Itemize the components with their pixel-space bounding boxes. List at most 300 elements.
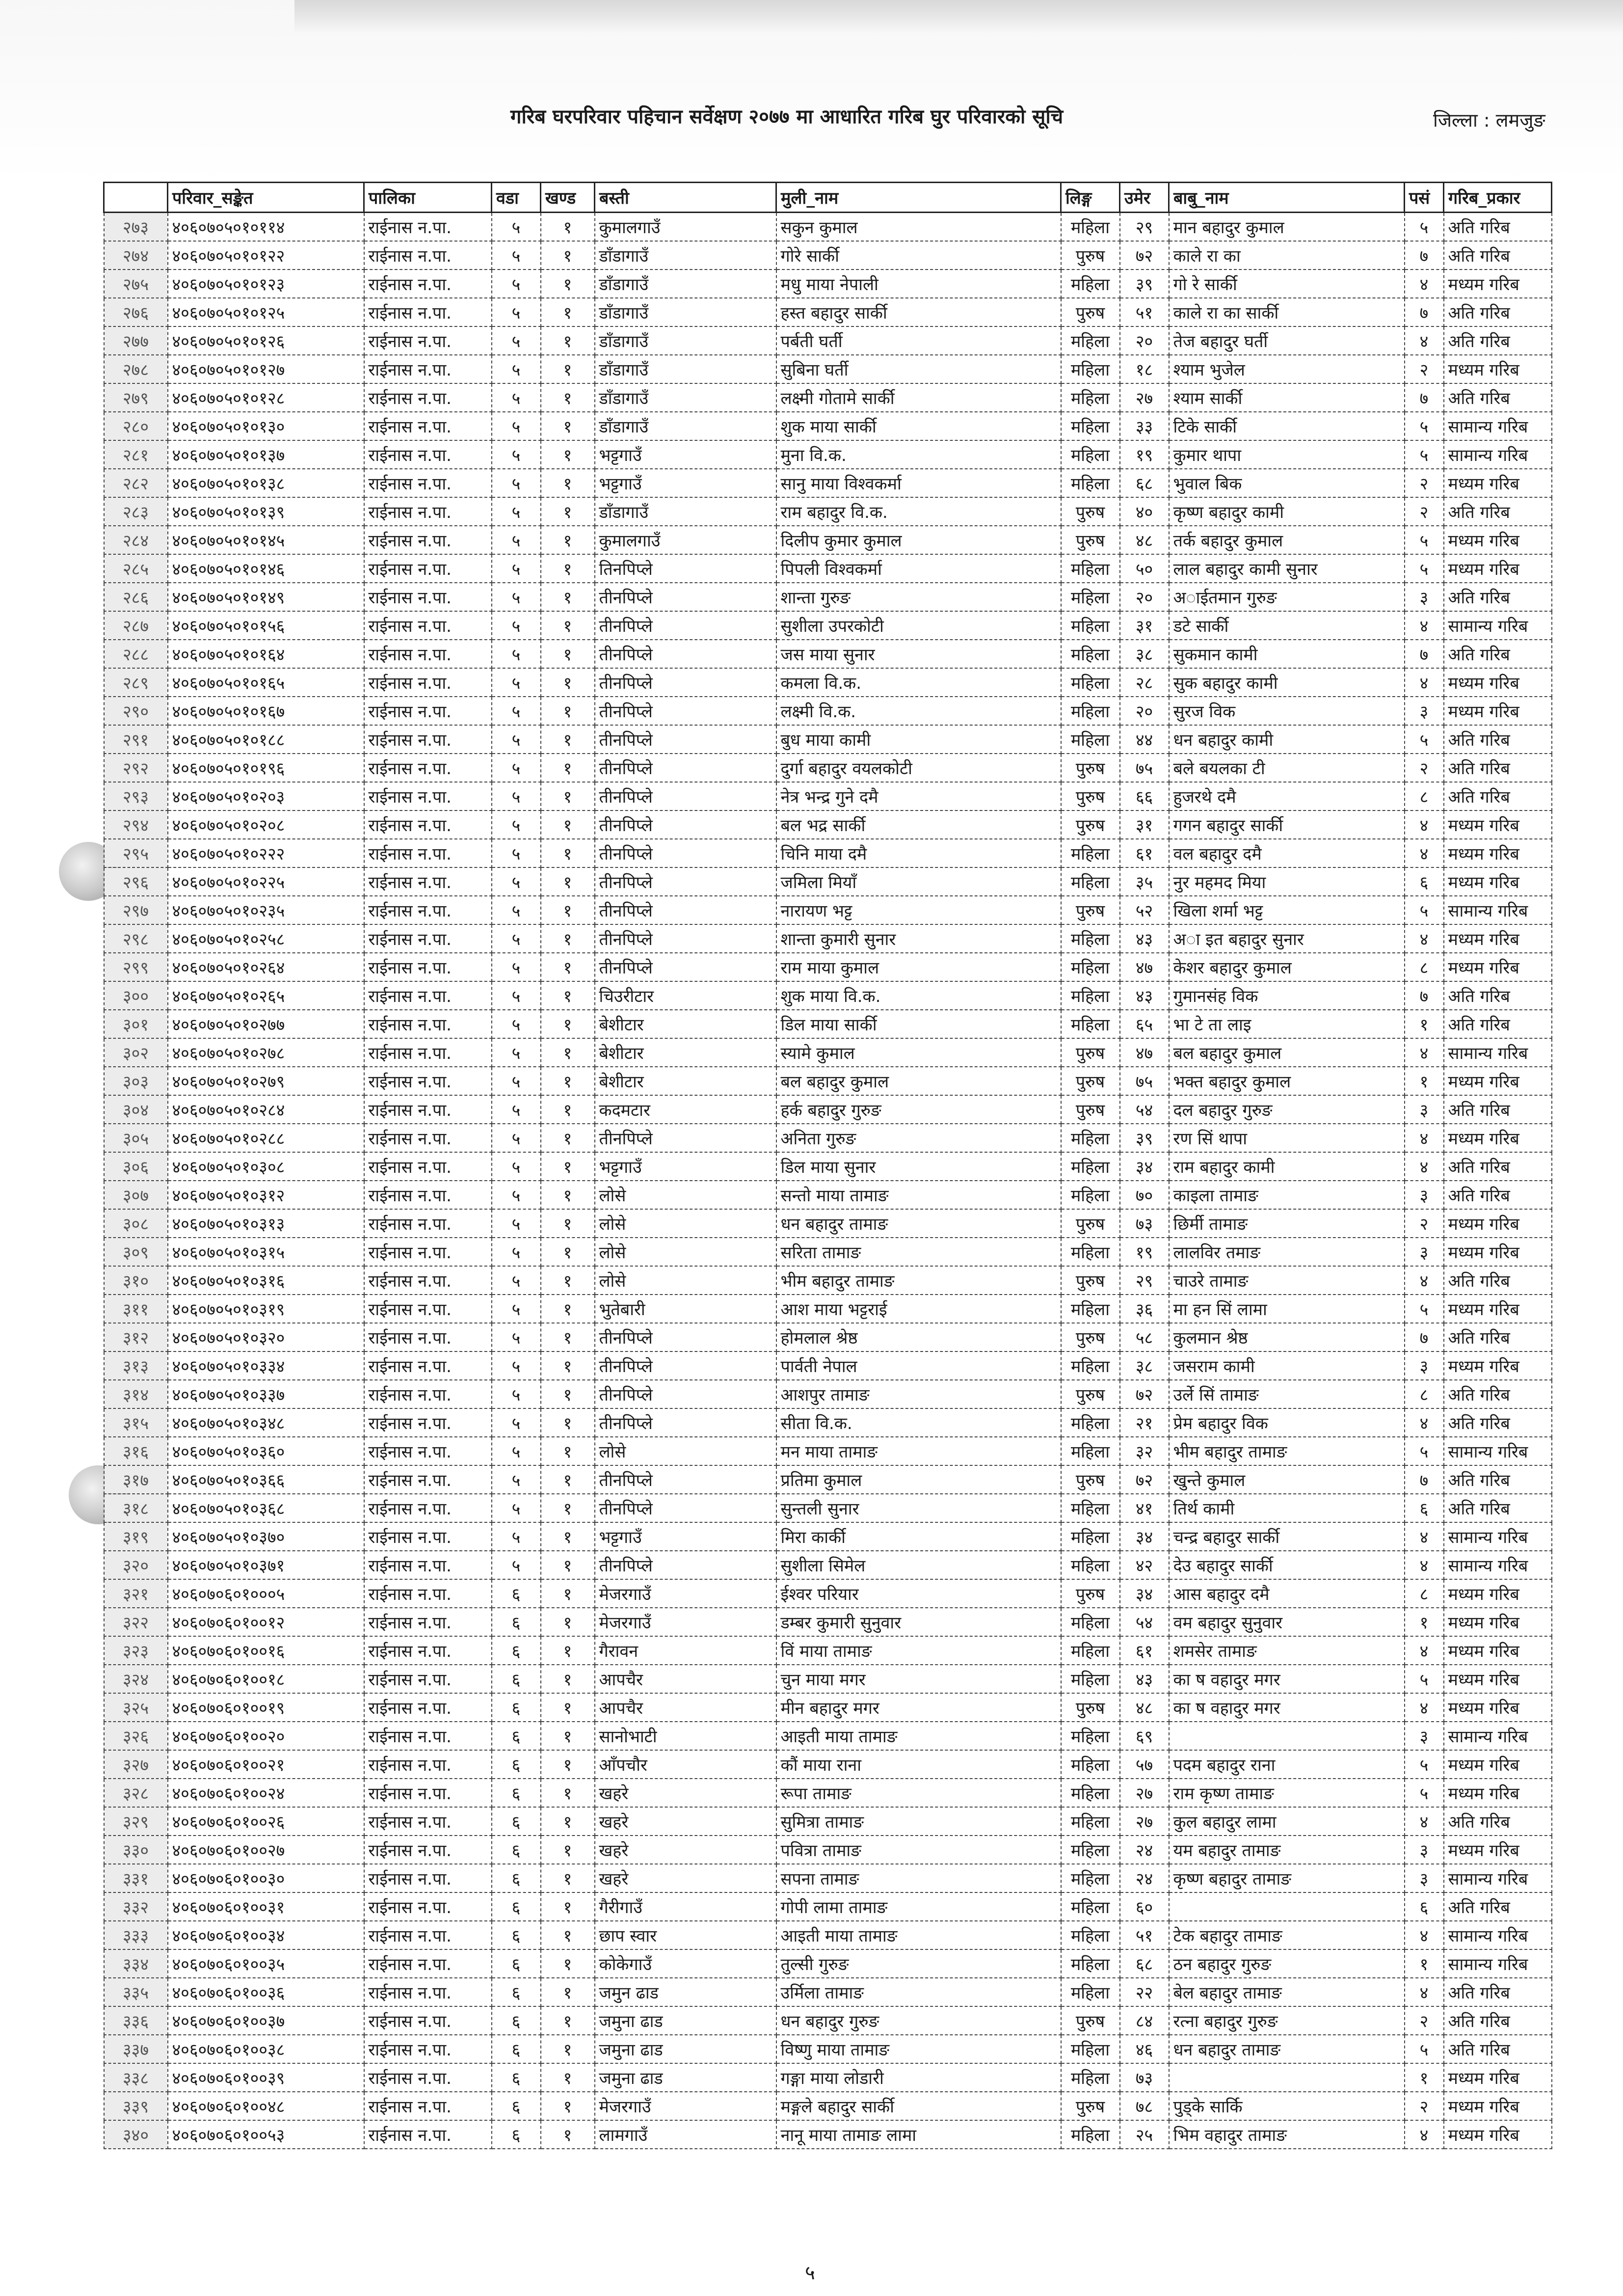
- table-cell: नुर महमद मिया: [1169, 867, 1405, 896]
- table-cell: ५: [492, 298, 541, 326]
- table-cell: ४०६०७०५०१०१२८: [168, 383, 364, 412]
- table-cell: २८४: [104, 526, 168, 554]
- table-cell: पुरुष: [1061, 497, 1120, 526]
- table-cell: जमुना ढाड: [595, 2006, 776, 2035]
- table-cell: १: [541, 554, 595, 583]
- table-cell: महिला: [1061, 1836, 1120, 1864]
- table-cell: राईनास न.पा.: [364, 270, 492, 298]
- table-cell: ४०६०७०५०१०१४५: [168, 526, 364, 554]
- table-cell: १: [541, 1579, 595, 1608]
- table-cell: प्रेम बहादुर विक: [1169, 1408, 1405, 1437]
- table-cell: ३: [1405, 1864, 1444, 1892]
- table-cell: शान्ता गुरुङ: [776, 583, 1061, 611]
- table-cell: १: [541, 810, 595, 839]
- table-row: [104, 554, 1552, 583]
- table-row: [104, 1522, 1552, 1551]
- table-cell: मधु माया नेपाली: [776, 270, 1061, 298]
- table-cell: ४: [1405, 668, 1444, 697]
- table-cell: ४०६०७०६०१००३५: [168, 1949, 364, 1978]
- table-cell: ३२: [1120, 1437, 1169, 1465]
- table-cell: ३०१: [104, 1010, 168, 1038]
- table-cell: ८: [1405, 782, 1444, 810]
- table-cell: राईनास न.पा.: [364, 383, 492, 412]
- table-cell: १: [541, 326, 595, 355]
- table-cell: ३३३: [104, 1921, 168, 1949]
- table-cell: राईनास न.पा.: [364, 2092, 492, 2120]
- table-cell: गैरावन: [595, 1636, 776, 1665]
- table-cell: ५: [492, 1494, 541, 1522]
- table-row: [104, 1722, 1552, 1750]
- table-row: [104, 2035, 1552, 2063]
- table-cell: राम बहादुर वि.क.: [776, 497, 1061, 526]
- table-cell: महिला: [1061, 440, 1120, 469]
- table-cell: सामान्य गरिब: [1444, 1949, 1552, 1978]
- column-header: बस्ती: [595, 183, 776, 213]
- table-cell: ५: [1405, 1665, 1444, 1693]
- table-cell: ५: [492, 810, 541, 839]
- table-cell: ५: [492, 1124, 541, 1152]
- table-cell: ४०६०७०५०१०१४६: [168, 554, 364, 583]
- table-row: [104, 1266, 1552, 1295]
- table-cell: राईनास न.पा.: [364, 782, 492, 810]
- table-cell: मध्यम गरिब: [1444, 1238, 1552, 1266]
- table-cell: १: [541, 1124, 595, 1152]
- table-cell: १९: [1120, 1238, 1169, 1266]
- table-cell: तीनपिप्ले: [595, 725, 776, 754]
- table-cell: २७३: [104, 213, 168, 242]
- table-cell: मध्यम गरिब: [1444, 839, 1552, 867]
- table-cell: राईनास न.पा.: [364, 640, 492, 668]
- table-row: [104, 1209, 1552, 1238]
- table-cell: अनिता गुरुङ: [776, 1124, 1061, 1152]
- table-cell: ३: [1405, 1181, 1444, 1209]
- table-cell: मा हन सिं लामा: [1169, 1295, 1405, 1323]
- table-cell: राईनास न.पा.: [364, 953, 492, 981]
- table-row: [104, 867, 1552, 896]
- table-cell: ३११: [104, 1295, 168, 1323]
- table-cell: राईनास न.पा.: [364, 213, 492, 242]
- table-cell: २: [1405, 469, 1444, 497]
- table-cell: महिला: [1061, 1238, 1120, 1266]
- table-row: [104, 1067, 1552, 1095]
- table-cell: १: [541, 497, 595, 526]
- table-cell: ३८: [1120, 640, 1169, 668]
- table-cell: ६: [492, 1949, 541, 1978]
- table-cell: तिनपिप्ले: [595, 554, 776, 583]
- table-cell: ४१: [1120, 1494, 1169, 1522]
- table-row: [104, 697, 1552, 725]
- table-cell: महिला: [1061, 1295, 1120, 1323]
- table-row: [104, 412, 1552, 440]
- table-row: [104, 1010, 1552, 1038]
- table-cell: भक्त बहादुर कुमाल: [1169, 1067, 1405, 1095]
- table-cell: २: [1405, 355, 1444, 383]
- table-cell: २८०: [104, 412, 168, 440]
- table-cell: ३३६: [104, 2006, 168, 2035]
- table-cell: महिला: [1061, 839, 1120, 867]
- table-cell: बेशीटार: [595, 1038, 776, 1067]
- table-cell: अति गरिब: [1444, 213, 1552, 242]
- table-cell: ४८: [1120, 526, 1169, 554]
- column-header: उमेर: [1120, 183, 1169, 213]
- table-cell: नानू माया तामाङ लामा: [776, 2120, 1061, 2149]
- table-cell: २८६: [104, 583, 168, 611]
- table-cell: जसराम कामी: [1169, 1351, 1405, 1380]
- table-cell: राईनास न.पा.: [364, 1124, 492, 1152]
- document-title: गरिब घरपरिवार पहिचान सर्वेक्षण २०७७ मा आधारित गरिब घुर परिवारको सूचि: [510, 106, 1064, 128]
- table-cell: १: [541, 725, 595, 754]
- table-cell: आपचैर: [595, 1693, 776, 1722]
- table-cell: ४०६०७०५०१०२६४: [168, 953, 364, 981]
- table-cell: शुक माया वि.क.: [776, 981, 1061, 1010]
- table-cell: आशपुर तामाङ: [776, 1380, 1061, 1408]
- table-cell: धन बहादुर कामी: [1169, 725, 1405, 754]
- table-cell: मध्यम गरिब: [1444, 1124, 1552, 1152]
- column-header: [104, 183, 168, 213]
- table-cell: ४०६०७०६०१००१८: [168, 1665, 364, 1693]
- table-cell: काले रा का सार्की: [1169, 298, 1405, 326]
- table-cell: राईनास न.पा.: [364, 241, 492, 270]
- table-cell: १: [541, 1323, 595, 1351]
- table-cell: पुरुष: [1061, 298, 1120, 326]
- table-cell: २: [1405, 1209, 1444, 1238]
- table-row: [104, 839, 1552, 867]
- table-cell: ५: [492, 1095, 541, 1124]
- table-cell: २: [1405, 497, 1444, 526]
- table-cell: महिला: [1061, 611, 1120, 640]
- table-cell: अति गरिब: [1444, 754, 1552, 782]
- table-cell: ६: [492, 1636, 541, 1665]
- table-row: [104, 1038, 1552, 1067]
- table-row: [104, 1807, 1552, 1836]
- table-cell: मिरा कार्की: [776, 1522, 1061, 1551]
- table-row: [104, 1408, 1552, 1437]
- table-cell: ५१: [1120, 1921, 1169, 1949]
- table-cell: होमलाल श्रेष्ठ: [776, 1323, 1061, 1351]
- table-cell: सपना तामाङ: [776, 1864, 1061, 1892]
- table-cell: ४०६०७०५०१०२७९: [168, 1067, 364, 1095]
- table-cell: १: [541, 1921, 595, 1949]
- table-cell: ६: [492, 1693, 541, 1722]
- table-cell: ३९: [1120, 270, 1169, 298]
- table-cell: ४: [1405, 326, 1444, 355]
- table-cell: पुरुष: [1061, 1095, 1120, 1124]
- table-cell: डाँडागाउँ: [595, 497, 776, 526]
- table-cell: सुमित्रा तामाङ: [776, 1807, 1061, 1836]
- table-cell: ५: [492, 1380, 541, 1408]
- table-cell: महिला: [1061, 554, 1120, 583]
- table-cell: सरिता तामाङ: [776, 1238, 1061, 1266]
- table-cell: ६: [492, 2120, 541, 2149]
- table-cell: ३४: [1120, 1579, 1169, 1608]
- table-cell: राम कृष्ण तामाङ: [1169, 1779, 1405, 1807]
- table-cell: २७४: [104, 241, 168, 270]
- table-cell: जमुना ढाड: [595, 2035, 776, 2063]
- table-cell: ४०६०७०५०१०३३४: [168, 1351, 364, 1380]
- table-cell: ३: [1405, 1095, 1444, 1124]
- table-cell: २९८: [104, 924, 168, 953]
- table-cell: गोरे सार्की: [776, 241, 1061, 270]
- table-cell: मेजरगाउँ: [595, 1579, 776, 1608]
- table-cell: ४: [1405, 1152, 1444, 1181]
- table-cell: ३४०: [104, 2120, 168, 2149]
- table-cell: अति गरिब: [1444, 1323, 1552, 1351]
- table-cell: ४०६०७०५०१०३१९: [168, 1295, 364, 1323]
- table-cell: महिला: [1061, 1807, 1120, 1836]
- table-row: [104, 270, 1552, 298]
- table-cell: ३: [1405, 697, 1444, 725]
- table-cell: कृष्ण बहादुर तामाङ: [1169, 1864, 1405, 1892]
- table-row: [104, 981, 1552, 1010]
- table-cell: ३: [1405, 1238, 1444, 1266]
- table-cell: पुरुष: [1061, 810, 1120, 839]
- table-cell: राईनास न.पा.: [364, 1836, 492, 1864]
- table-cell: ५: [1405, 526, 1444, 554]
- table-cell: ७: [1405, 1323, 1444, 1351]
- table-cell: डाँडागाउँ: [595, 298, 776, 326]
- table-cell: १: [541, 953, 595, 981]
- table-cell: ४: [1405, 1408, 1444, 1437]
- table-cell: राईनास न.पा.: [364, 924, 492, 953]
- table-cell: राईनास न.पा.: [364, 2063, 492, 2092]
- table-cell: डिल माया सार्की: [776, 1010, 1061, 1038]
- table-cell: ३१७: [104, 1465, 168, 1494]
- table-cell: ४३: [1120, 981, 1169, 1010]
- table-cell: २७: [1120, 1807, 1169, 1836]
- table-cell: डटे सार्की: [1169, 611, 1405, 640]
- table-cell: ५७: [1120, 1750, 1169, 1779]
- table-cell: भुतेबारी: [595, 1295, 776, 1323]
- table-cell: ४०६०७०६०१००५३: [168, 2120, 364, 2149]
- table-cell: गगन बहादुर सार्की: [1169, 810, 1405, 839]
- table-cell: राम बहादुर कामी: [1169, 1152, 1405, 1181]
- table-cell: वम बहादुर सुनुवार: [1169, 1608, 1405, 1636]
- column-header: पसं: [1405, 183, 1444, 213]
- table-cell: सामान्य गरिब: [1444, 1864, 1552, 1892]
- table-cell: ३२१: [104, 1579, 168, 1608]
- table-cell: ४: [1405, 1551, 1444, 1579]
- table-cell: सानोभाटी: [595, 1722, 776, 1750]
- table-cell: २०: [1120, 583, 1169, 611]
- table-cell: जमिला मियाँ: [776, 867, 1061, 896]
- table-row: [104, 1351, 1552, 1380]
- table-cell: राईनास न.पा.: [364, 355, 492, 383]
- table-cell: ५८: [1120, 1323, 1169, 1351]
- table-row: [104, 611, 1552, 640]
- table-row: [104, 1921, 1552, 1949]
- table-cell: ३६: [1120, 1295, 1169, 1323]
- table-cell: राईनास न.पा.: [364, 697, 492, 725]
- table-cell: अति गरिब: [1444, 1152, 1552, 1181]
- table-cell: तीनपिप्ले: [595, 1124, 776, 1152]
- table-cell: ३३५: [104, 1978, 168, 2006]
- table-cell: मध्यम गरिब: [1444, 526, 1552, 554]
- table-cell: ४०६०७०६०१००४८: [168, 2092, 364, 2120]
- table-cell: ४०६०७०५०१०२०८: [168, 810, 364, 839]
- table-cell: १: [541, 1665, 595, 1693]
- table-cell: ४०६०७०६०१००२०: [168, 1722, 364, 1750]
- table-cell: ६१: [1120, 839, 1169, 867]
- table-row: [104, 355, 1552, 383]
- table-cell: १: [541, 298, 595, 326]
- table-cell: ५: [492, 1181, 541, 1209]
- table-cell: १: [541, 1152, 595, 1181]
- table-cell: १: [541, 241, 595, 270]
- table-cell: मध्यम गरिब: [1444, 1579, 1552, 1608]
- table-cell: १: [541, 1408, 595, 1437]
- table-cell: पुरुष: [1061, 2006, 1120, 2035]
- table-cell: बेल बहादुर तामाङ: [1169, 1978, 1405, 2006]
- table-cell: १: [541, 1978, 595, 2006]
- table-cell: मध्यम गरिब: [1444, 953, 1552, 981]
- table-cell: २७: [1120, 1779, 1169, 1807]
- table-cell: कोकेगाउँ: [595, 1949, 776, 1978]
- table-cell: १: [541, 1465, 595, 1494]
- table-cell: महिला: [1061, 412, 1120, 440]
- table-row: [104, 1693, 1552, 1722]
- table-cell: ४२: [1120, 1551, 1169, 1579]
- table-cell: सामान्य गरिब: [1444, 1551, 1552, 1579]
- table-cell: अति गरिब: [1444, 1010, 1552, 1038]
- table-cell: २: [1405, 2006, 1444, 2035]
- table-cell: ५: [492, 1437, 541, 1465]
- table-cell: ४०६०७०५०१०३१५: [168, 1238, 364, 1266]
- table-cell: ४०६०७०५०१०१३०: [168, 412, 364, 440]
- table-cell: [1169, 1722, 1405, 1750]
- table-cell: २९: [1120, 1266, 1169, 1295]
- table-cell: महिला: [1061, 640, 1120, 668]
- table-cell: लोसे: [595, 1238, 776, 1266]
- table-cell: ६: [492, 1665, 541, 1693]
- table-cell: पुरुष: [1061, 754, 1120, 782]
- table-cell: भिम वहादुर तामाङ: [1169, 2120, 1405, 2149]
- table-cell: ४०६०७०६०१००३८: [168, 2035, 364, 2063]
- table-cell: २९४: [104, 810, 168, 839]
- table-cell: मध्यम गरिब: [1444, 697, 1552, 725]
- table-cell: महिला: [1061, 355, 1120, 383]
- table-cell: १: [1405, 1949, 1444, 1978]
- table-cell: १: [541, 2092, 595, 2120]
- table-cell: बेशीटार: [595, 1010, 776, 1038]
- table-cell: ४०६०७०५०१०२५८: [168, 924, 364, 953]
- column-header: पालिका: [364, 183, 492, 213]
- table-cell: अति गरिब: [1444, 1978, 1552, 2006]
- table-cell: तीनपिप्ले: [595, 810, 776, 839]
- table-cell: कृष्ण बहादुर कामी: [1169, 497, 1405, 526]
- table-cell: ४०६०७०५०१०१४९: [168, 583, 364, 611]
- table-cell: राईनास न.पा.: [364, 1181, 492, 1209]
- table-cell: ४०६०७०५०१०२०३: [168, 782, 364, 810]
- table-cell: नारायण भट्ट: [776, 896, 1061, 924]
- table-cell: ५: [492, 270, 541, 298]
- table-cell: अति गरिब: [1444, 782, 1552, 810]
- table-cell: डिल माया सुनार: [776, 1152, 1061, 1181]
- table-cell: ४३: [1120, 1665, 1169, 1693]
- table-cell: तिर्थ कामी: [1169, 1494, 1405, 1522]
- table-cell: ३१५: [104, 1408, 168, 1437]
- table-cell: ३२७: [104, 1750, 168, 1779]
- table-cell: पुरुष: [1061, 782, 1120, 810]
- table-row: [104, 953, 1552, 981]
- table-cell: ६: [492, 1864, 541, 1892]
- table-cell: ५: [492, 782, 541, 810]
- table-row: [104, 583, 1552, 611]
- table-cell: १: [541, 1295, 595, 1323]
- table-cell: सुशीला उपरकोटी: [776, 611, 1061, 640]
- table-cell: महिला: [1061, 1152, 1120, 1181]
- table-header-row: [104, 183, 1552, 213]
- table-cell: ३१८: [104, 1494, 168, 1522]
- table-cell: २४: [1120, 1864, 1169, 1892]
- table-cell: तीनपिप्ले: [595, 611, 776, 640]
- table-cell: ५: [1405, 896, 1444, 924]
- table-cell: ५: [492, 924, 541, 953]
- table-cell: १: [541, 2120, 595, 2149]
- table-cell: मुना वि.क.: [776, 440, 1061, 469]
- table-cell: ४: [1405, 611, 1444, 640]
- table-cell: ५: [492, 611, 541, 640]
- table-cell: ४०६०७०६०१००१६: [168, 1636, 364, 1665]
- table-cell: मन माया तामाङ: [776, 1437, 1061, 1465]
- table-cell: ३२८: [104, 1779, 168, 1807]
- table-cell: राईनास न.पा.: [364, 1323, 492, 1351]
- table-cell: पुरुष: [1061, 526, 1120, 554]
- table-cell: राईनास न.पा.: [364, 2006, 492, 2035]
- table-cell: मध्यम गरिब: [1444, 2063, 1552, 2092]
- table-cell: ४०६०७०५०१०११४: [168, 213, 364, 242]
- table-cell: पुरुष: [1061, 2092, 1120, 2120]
- table-cell: महिला: [1061, 1181, 1120, 1209]
- table-cell: ३०९: [104, 1238, 168, 1266]
- table-cell: पिपली विश्वकर्मा: [776, 554, 1061, 583]
- table-row: [104, 1665, 1552, 1693]
- table-cell: सामान्य गरिब: [1444, 1522, 1552, 1551]
- table-cell: महिला: [1061, 1921, 1120, 1949]
- table-cell: ७०: [1120, 1181, 1169, 1209]
- table-cell: महिला: [1061, 1010, 1120, 1038]
- table-cell: ३२६: [104, 1722, 168, 1750]
- table-cell: भीम बहादुर तामाङ: [1169, 1437, 1405, 1465]
- table-row: [104, 1750, 1552, 1779]
- table-cell: अति गरिब: [1444, 640, 1552, 668]
- table-cell: जमुना ढाड: [595, 2063, 776, 2092]
- table-cell: गङ्गा माया लोडारी: [776, 2063, 1061, 2092]
- table-cell: खुन्ते कुमाल: [1169, 1465, 1405, 1494]
- table-cell: महिला: [1061, 1437, 1120, 1465]
- table-cell: सामान्य गरिब: [1444, 1921, 1552, 1949]
- table-cell: ३०८: [104, 1209, 168, 1238]
- table-cell: राईनास न.पा.: [364, 1579, 492, 1608]
- table-cell: राम माया कुमाल: [776, 953, 1061, 981]
- table-cell: २२: [1120, 1978, 1169, 2006]
- table-cell: ६: [492, 1807, 541, 1836]
- table-cell: ३३०: [104, 1836, 168, 1864]
- table-cell: महिला: [1061, 1551, 1120, 1579]
- table-row: [104, 1608, 1552, 1636]
- table-cell: राईनास न.पा.: [364, 497, 492, 526]
- table-cell: राईनास न.पा.: [364, 839, 492, 867]
- table-cell: कुमालगाउँ: [595, 213, 776, 242]
- table-cell: अा इत बहादुर सुनार: [1169, 924, 1405, 953]
- table-cell: राईनास न.पा.: [364, 725, 492, 754]
- table-cell: ४: [1405, 1522, 1444, 1551]
- table-cell: कुलमान श्रेष्ठ: [1169, 1323, 1405, 1351]
- table-cell: राईनास न.पा.: [364, 1295, 492, 1323]
- table-cell: ५: [492, 981, 541, 1010]
- table-cell: पुड्के सार्कि: [1169, 2092, 1405, 2120]
- table-cell: राईनास न.पा.: [364, 1722, 492, 1750]
- table-cell: ४७: [1120, 1038, 1169, 1067]
